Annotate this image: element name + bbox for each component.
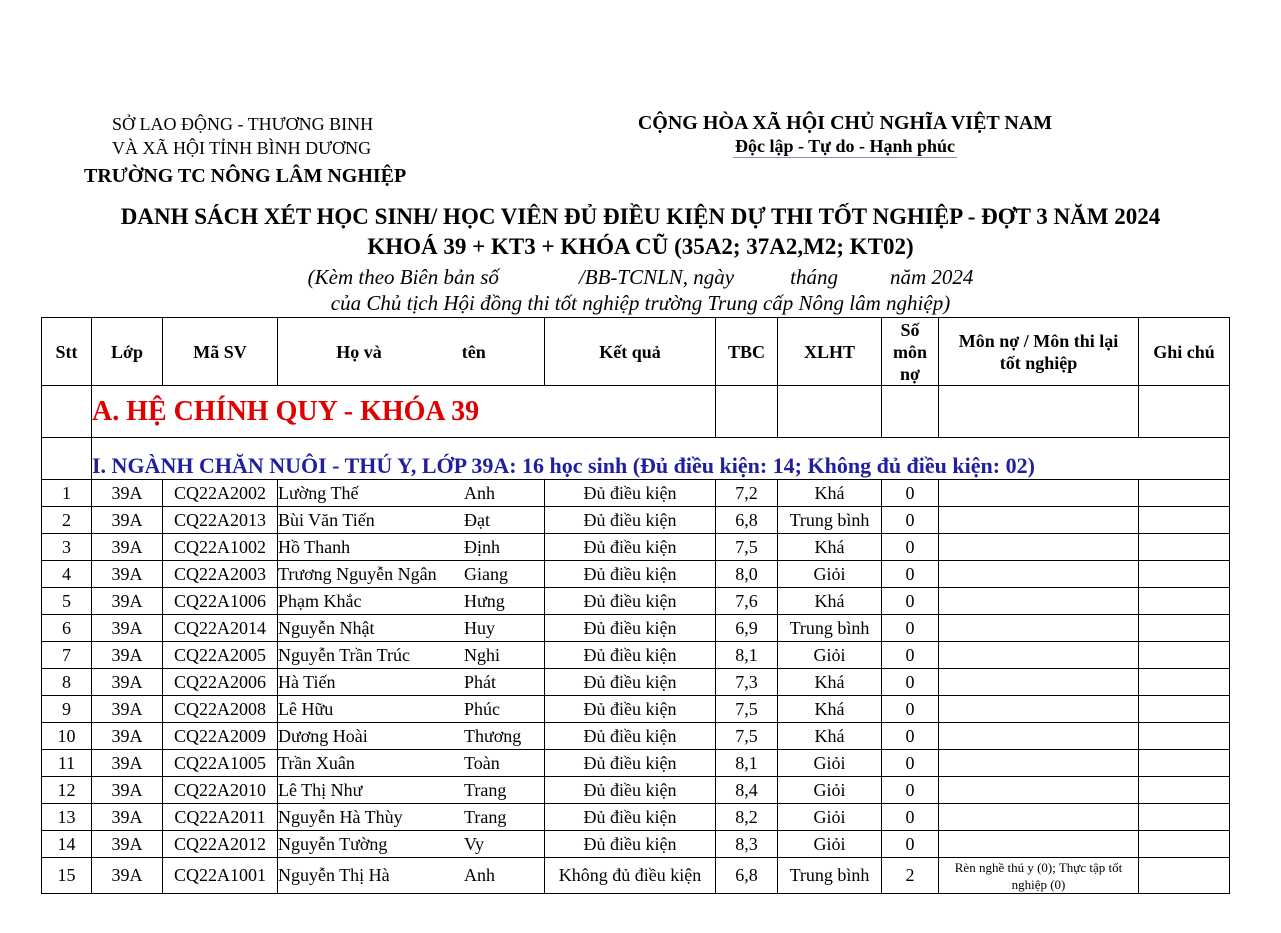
cell-so-mon-no: 2: [882, 858, 939, 894]
attachment-note-line2: của Chủ tịch Hội đồng thi tốt nghiệp trường Trung cấp Nông lâm nghiệp): [330, 291, 951, 315]
cell-so-mon-no: 0: [882, 615, 939, 642]
cell-mon-no: [939, 480, 1139, 507]
cell-ketqua: Đủ điều kiện: [545, 642, 716, 669]
section-a-title: A. HỆ CHÍNH QUY - KHÓA 39: [92, 386, 716, 438]
given-name: Hưng: [464, 590, 505, 611]
country-name: CỘNG HÒA XÃ HỘI CHỦ NGHĨA VIỆT NAM: [637, 112, 1053, 134]
given-name: Nghi: [464, 644, 500, 665]
cell-ghichu: [1139, 723, 1230, 750]
cell-tbc: 7,5: [716, 534, 778, 561]
cell-stt: 2: [42, 507, 92, 534]
cell-lop: 39A: [92, 831, 163, 858]
cell-tbc: 8,1: [716, 750, 778, 777]
cell-tbc: 6,8: [716, 858, 778, 894]
cell-mon-no: Rèn nghề thú y (0); Thực tập tốt nghiệp (0): [939, 858, 1139, 894]
cell-tbc: 8,1: [716, 642, 778, 669]
cell-tbc: 7,3: [716, 669, 778, 696]
cell-masv: CQ22A2009: [163, 723, 278, 750]
cell-ghichu: [1139, 696, 1230, 723]
family-name: Nguyễn Nhật: [278, 617, 375, 638]
cell-mon-no: [939, 696, 1139, 723]
cell-so-mon-no: 0: [882, 696, 939, 723]
cell-so-mon-no: 0: [882, 723, 939, 750]
cell-masv: CQ22A2003: [163, 561, 278, 588]
section-i-title: I. NGÀNH CHĂN NUÔI - THÚ Y, LỚP 39A: 16 học sinh (Đủ điều kiện: 14; Không đủ điều kiện: 02): [92, 438, 1230, 480]
cell-masv: CQ22A2006: [163, 669, 278, 696]
cell-ketqua: Đủ điều kiện: [545, 534, 716, 561]
cell-tbc: 7,5: [716, 723, 778, 750]
cell-masv: CQ22A2005: [163, 642, 278, 669]
given-name: Trang: [464, 779, 507, 800]
family-name: Trương Nguyễn Ngân: [278, 563, 437, 584]
table-row: [42, 534, 1230, 561]
cell-masv: CQ22A1006: [163, 588, 278, 615]
table-row: [42, 561, 1230, 588]
cell-tbc: 8,3: [716, 831, 778, 858]
cell-stt: 9: [42, 696, 92, 723]
cell-masv: CQ22A2012: [163, 831, 278, 858]
cell-mon-no: [939, 723, 1139, 750]
cell-xlht: Khá: [778, 588, 882, 615]
given-name: Toàn: [464, 752, 500, 773]
cell-mon-no: [939, 750, 1139, 777]
col-stt: Stt: [42, 318, 92, 386]
cell-stt: 6: [42, 615, 92, 642]
family-name: Phạm Khắc: [278, 590, 362, 611]
cell-name: [278, 777, 545, 804]
cell-xlht: Trung bình: [778, 858, 882, 894]
cell-xlht: Giỏi: [778, 561, 882, 588]
given-name: Thương: [464, 725, 522, 746]
cell-ghichu: [1139, 831, 1230, 858]
cell-stt: 1: [42, 480, 92, 507]
cell-xlht: Giỏi: [778, 777, 882, 804]
cell-xlht: Trung bình: [778, 507, 882, 534]
family-name: Lường Thế: [278, 482, 359, 503]
cell-xlht: Khá: [778, 534, 882, 561]
family-name: Lê Hữu: [278, 698, 334, 719]
cell-lop: 39A: [92, 804, 163, 831]
cell-ghichu: [1139, 588, 1230, 615]
cell-tbc: 7,6: [716, 588, 778, 615]
cell-so-mon-no: 0: [882, 642, 939, 669]
given-name: Vy: [464, 833, 485, 854]
cell-ketqua: Đủ điều kiện: [545, 723, 716, 750]
cell-so-mon-no: 0: [882, 561, 939, 588]
cell-mon-no: [939, 615, 1139, 642]
cell-tbc: 6,8: [716, 507, 778, 534]
motto: Độc lập - Tự do - Hạnh phúc: [734, 136, 956, 156]
cell-stt: 4: [42, 561, 92, 588]
cell-ghichu: [1139, 507, 1230, 534]
cell-masv: CQ22A1001: [163, 858, 278, 894]
cell-name: [278, 642, 545, 669]
family-name: Trần Xuân: [278, 752, 355, 773]
col-ghichu: Ghi chú: [1139, 318, 1230, 386]
cell-mon-no: [939, 507, 1139, 534]
table-row: [42, 669, 1230, 696]
attachment-note: (Kèm theo Biên bản số /BB-TCNLN, ngày tháng năm 2024: [307, 265, 974, 289]
cell-so-mon-no: 0: [882, 777, 939, 804]
cell-lop: 39A: [92, 858, 163, 894]
cell-mon-no: [939, 642, 1139, 669]
cell-name: [278, 696, 545, 723]
school-name: TRƯỜNG TC NÔNG LÂM NGHIỆP: [84, 165, 407, 187]
section-i-row: [42, 438, 1230, 480]
cell-so-mon-no: 0: [882, 480, 939, 507]
cell-so-mon-no: 0: [882, 534, 939, 561]
cell-mon-no: [939, 804, 1139, 831]
cell-xlht: Khá: [778, 669, 882, 696]
issuing-organization: [84, 112, 424, 188]
cell-masv: CQ22A2008: [163, 696, 278, 723]
cell-stt: 10: [42, 723, 92, 750]
table-row: [42, 858, 1230, 894]
cell-xlht: Giỏi: [778, 750, 882, 777]
cell-lop: 39A: [92, 561, 163, 588]
given-name: Giang: [464, 563, 508, 584]
col-tbc: TBC: [716, 318, 778, 386]
col-mon-no: Môn nợ / Môn thi lại tốt nghiệp: [939, 318, 1139, 386]
table-row: [42, 831, 1230, 858]
cell-ketqua: Đủ điều kiện: [545, 777, 716, 804]
cell-so-mon-no: 0: [882, 831, 939, 858]
cell-ghichu: [1139, 561, 1230, 588]
cell-mon-no: [939, 831, 1139, 858]
given-name: Phát: [464, 671, 497, 692]
cell-tbc: 8,0: [716, 561, 778, 588]
table-row: [42, 804, 1230, 831]
cell-ketqua: Đủ điều kiện: [545, 507, 716, 534]
cell-stt: 5: [42, 588, 92, 615]
given-name: Định: [464, 536, 500, 557]
cell-xlht: Khá: [778, 480, 882, 507]
cell-xlht: Giỏi: [778, 831, 882, 858]
cell-name: [278, 858, 545, 894]
cell-masv: CQ22A1005: [163, 750, 278, 777]
col-masv: Mã SV: [163, 318, 278, 386]
org-line-1: SỞ LAO ĐỘNG - THƯƠNG BINH: [112, 114, 374, 134]
table-header: [42, 318, 1230, 386]
cell-ketqua: Đủ điều kiện: [545, 588, 716, 615]
cell-tbc: 8,2: [716, 804, 778, 831]
table-row: [42, 777, 1230, 804]
cell-stt: 7: [42, 642, 92, 669]
cell-name: [278, 750, 545, 777]
cell-ketqua: Đủ điều kiện: [545, 831, 716, 858]
family-name: Dương Hoài: [278, 725, 368, 746]
table-row: [42, 642, 1230, 669]
cell-masv: CQ22A2014: [163, 615, 278, 642]
cell-ketqua: Đủ điều kiện: [545, 480, 716, 507]
cell-ketqua: Đủ điều kiện: [545, 561, 716, 588]
cell-stt: 11: [42, 750, 92, 777]
cell-mon-no: [939, 534, 1139, 561]
given-name: Anh: [464, 865, 495, 885]
family-name: Bùi Văn Tiến: [278, 509, 375, 530]
cell-ghichu: [1139, 642, 1230, 669]
cell-tbc: 8,4: [716, 777, 778, 804]
cell-so-mon-no: 0: [882, 669, 939, 696]
cell-stt: 3: [42, 534, 92, 561]
cell-xlht: Khá: [778, 696, 882, 723]
cell-name: [278, 534, 545, 561]
cell-lop: 39A: [92, 696, 163, 723]
cell-name: [278, 669, 545, 696]
cell-lop: 39A: [92, 588, 163, 615]
cell-mon-no: [939, 669, 1139, 696]
cell-stt: 15: [42, 858, 92, 894]
table-row: [42, 723, 1230, 750]
cell-masv: CQ22A1002: [163, 534, 278, 561]
family-name: Nguyễn Thị Hà: [278, 865, 390, 885]
cell-so-mon-no: 0: [882, 804, 939, 831]
cell-mon-no: [939, 777, 1139, 804]
cell-name: [278, 588, 545, 615]
cell-ghichu: [1139, 777, 1230, 804]
cell-name: [278, 831, 545, 858]
cell-ketqua: Đủ điều kiện: [545, 750, 716, 777]
table-row: [42, 588, 1230, 615]
cell-ghichu: [1139, 615, 1230, 642]
family-name: Nguyễn Hà Thùy: [278, 806, 403, 827]
national-motto: [620, 111, 1070, 158]
cell-name: [278, 561, 545, 588]
cell-ketqua: Đủ điều kiện: [545, 615, 716, 642]
cell-ghichu: [1139, 534, 1230, 561]
cell-so-mon-no: 0: [882, 588, 939, 615]
cell-masv: CQ22A2010: [163, 777, 278, 804]
cell-lop: 39A: [92, 642, 163, 669]
cell-name: [278, 723, 545, 750]
cell-ghichu: [1139, 480, 1230, 507]
cell-ketqua: Không đủ điều kiện: [545, 858, 716, 894]
cell-lop: 39A: [92, 750, 163, 777]
cell-masv: CQ22A2013: [163, 507, 278, 534]
cell-so-mon-no: 0: [882, 507, 939, 534]
cell-lop: 39A: [92, 669, 163, 696]
cell-name: [278, 615, 545, 642]
cell-stt: 14: [42, 831, 92, 858]
cell-tbc: 7,5: [716, 696, 778, 723]
cell-xlht: Trung bình: [778, 615, 882, 642]
col-xlht: XLHT: [778, 318, 882, 386]
table-row: [42, 696, 1230, 723]
document-title-line2: KHOÁ 39 + KT3 + KHÓA CŨ (35A2; 37A2,M2; KT02): [367, 234, 914, 259]
cell-mon-no: [939, 561, 1139, 588]
cell-lop: 39A: [92, 615, 163, 642]
table-row: [42, 750, 1230, 777]
cell-xlht: Giỏi: [778, 804, 882, 831]
cell-lop: 39A: [92, 534, 163, 561]
cell-name: [278, 480, 545, 507]
cell-stt: 8: [42, 669, 92, 696]
cell-tbc: 6,9: [716, 615, 778, 642]
col-hoten: Họ và tên: [278, 318, 545, 386]
cell-name: [278, 507, 545, 534]
table-row: [42, 480, 1230, 507]
student-table: [41, 317, 1230, 894]
cell-so-mon-no: 0: [882, 750, 939, 777]
cell-lop: 39A: [92, 723, 163, 750]
col-lop: Lớp: [92, 318, 163, 386]
cell-tbc: 7,2: [716, 480, 778, 507]
family-name: Nguyễn Trần Trúc: [278, 644, 411, 665]
cell-stt: 12: [42, 777, 92, 804]
cell-masv: CQ22A2002: [163, 480, 278, 507]
cell-stt: 13: [42, 804, 92, 831]
cell-ketqua: Đủ điều kiện: [545, 804, 716, 831]
org-line-2: VÀ XÃ HỘI TỈNH BÌNH DƯƠNG: [112, 138, 372, 158]
cell-ketqua: Đủ điều kiện: [545, 696, 716, 723]
given-name: Phúc: [464, 698, 500, 719]
col-so-mon-no: Số môn nợ: [882, 318, 939, 386]
col-ketqua: Kết quả: [545, 318, 716, 386]
family-name: Hà Tiến: [278, 671, 336, 692]
given-name: Trang: [464, 806, 507, 827]
cell-masv: CQ22A2011: [163, 804, 278, 831]
cell-lop: 39A: [92, 507, 163, 534]
given-name: Anh: [464, 482, 495, 503]
cell-ghichu: [1139, 858, 1230, 894]
table-row: [42, 615, 1230, 642]
cell-ketqua: Đủ điều kiện: [545, 669, 716, 696]
cell-ghichu: [1139, 669, 1230, 696]
cell-name: [278, 804, 545, 831]
cell-xlht: Giỏi: [778, 642, 882, 669]
cell-ghichu: [1139, 804, 1230, 831]
given-name: Đạt: [464, 509, 490, 530]
family-name: Nguyễn Tường: [278, 833, 388, 854]
cell-lop: 39A: [92, 777, 163, 804]
document-title: DANH SÁCH XÉT HỌC SINH/ HỌC VIÊN ĐỦ ĐIỀU KIỆN DỰ THI TỐT NGHIỆP - ĐỢT 3 NĂM 2024: [120, 204, 1161, 229]
table-row: [42, 507, 1230, 534]
cell-mon-no: [939, 588, 1139, 615]
family-name: Lê Thị Như: [278, 779, 363, 800]
cell-xlht: Khá: [778, 723, 882, 750]
cell-lop: 39A: [92, 480, 163, 507]
cell-ghichu: [1139, 750, 1230, 777]
family-name: Hồ Thanh: [278, 536, 351, 557]
section-a-row: [42, 386, 1230, 438]
given-name: Huy: [464, 617, 495, 638]
